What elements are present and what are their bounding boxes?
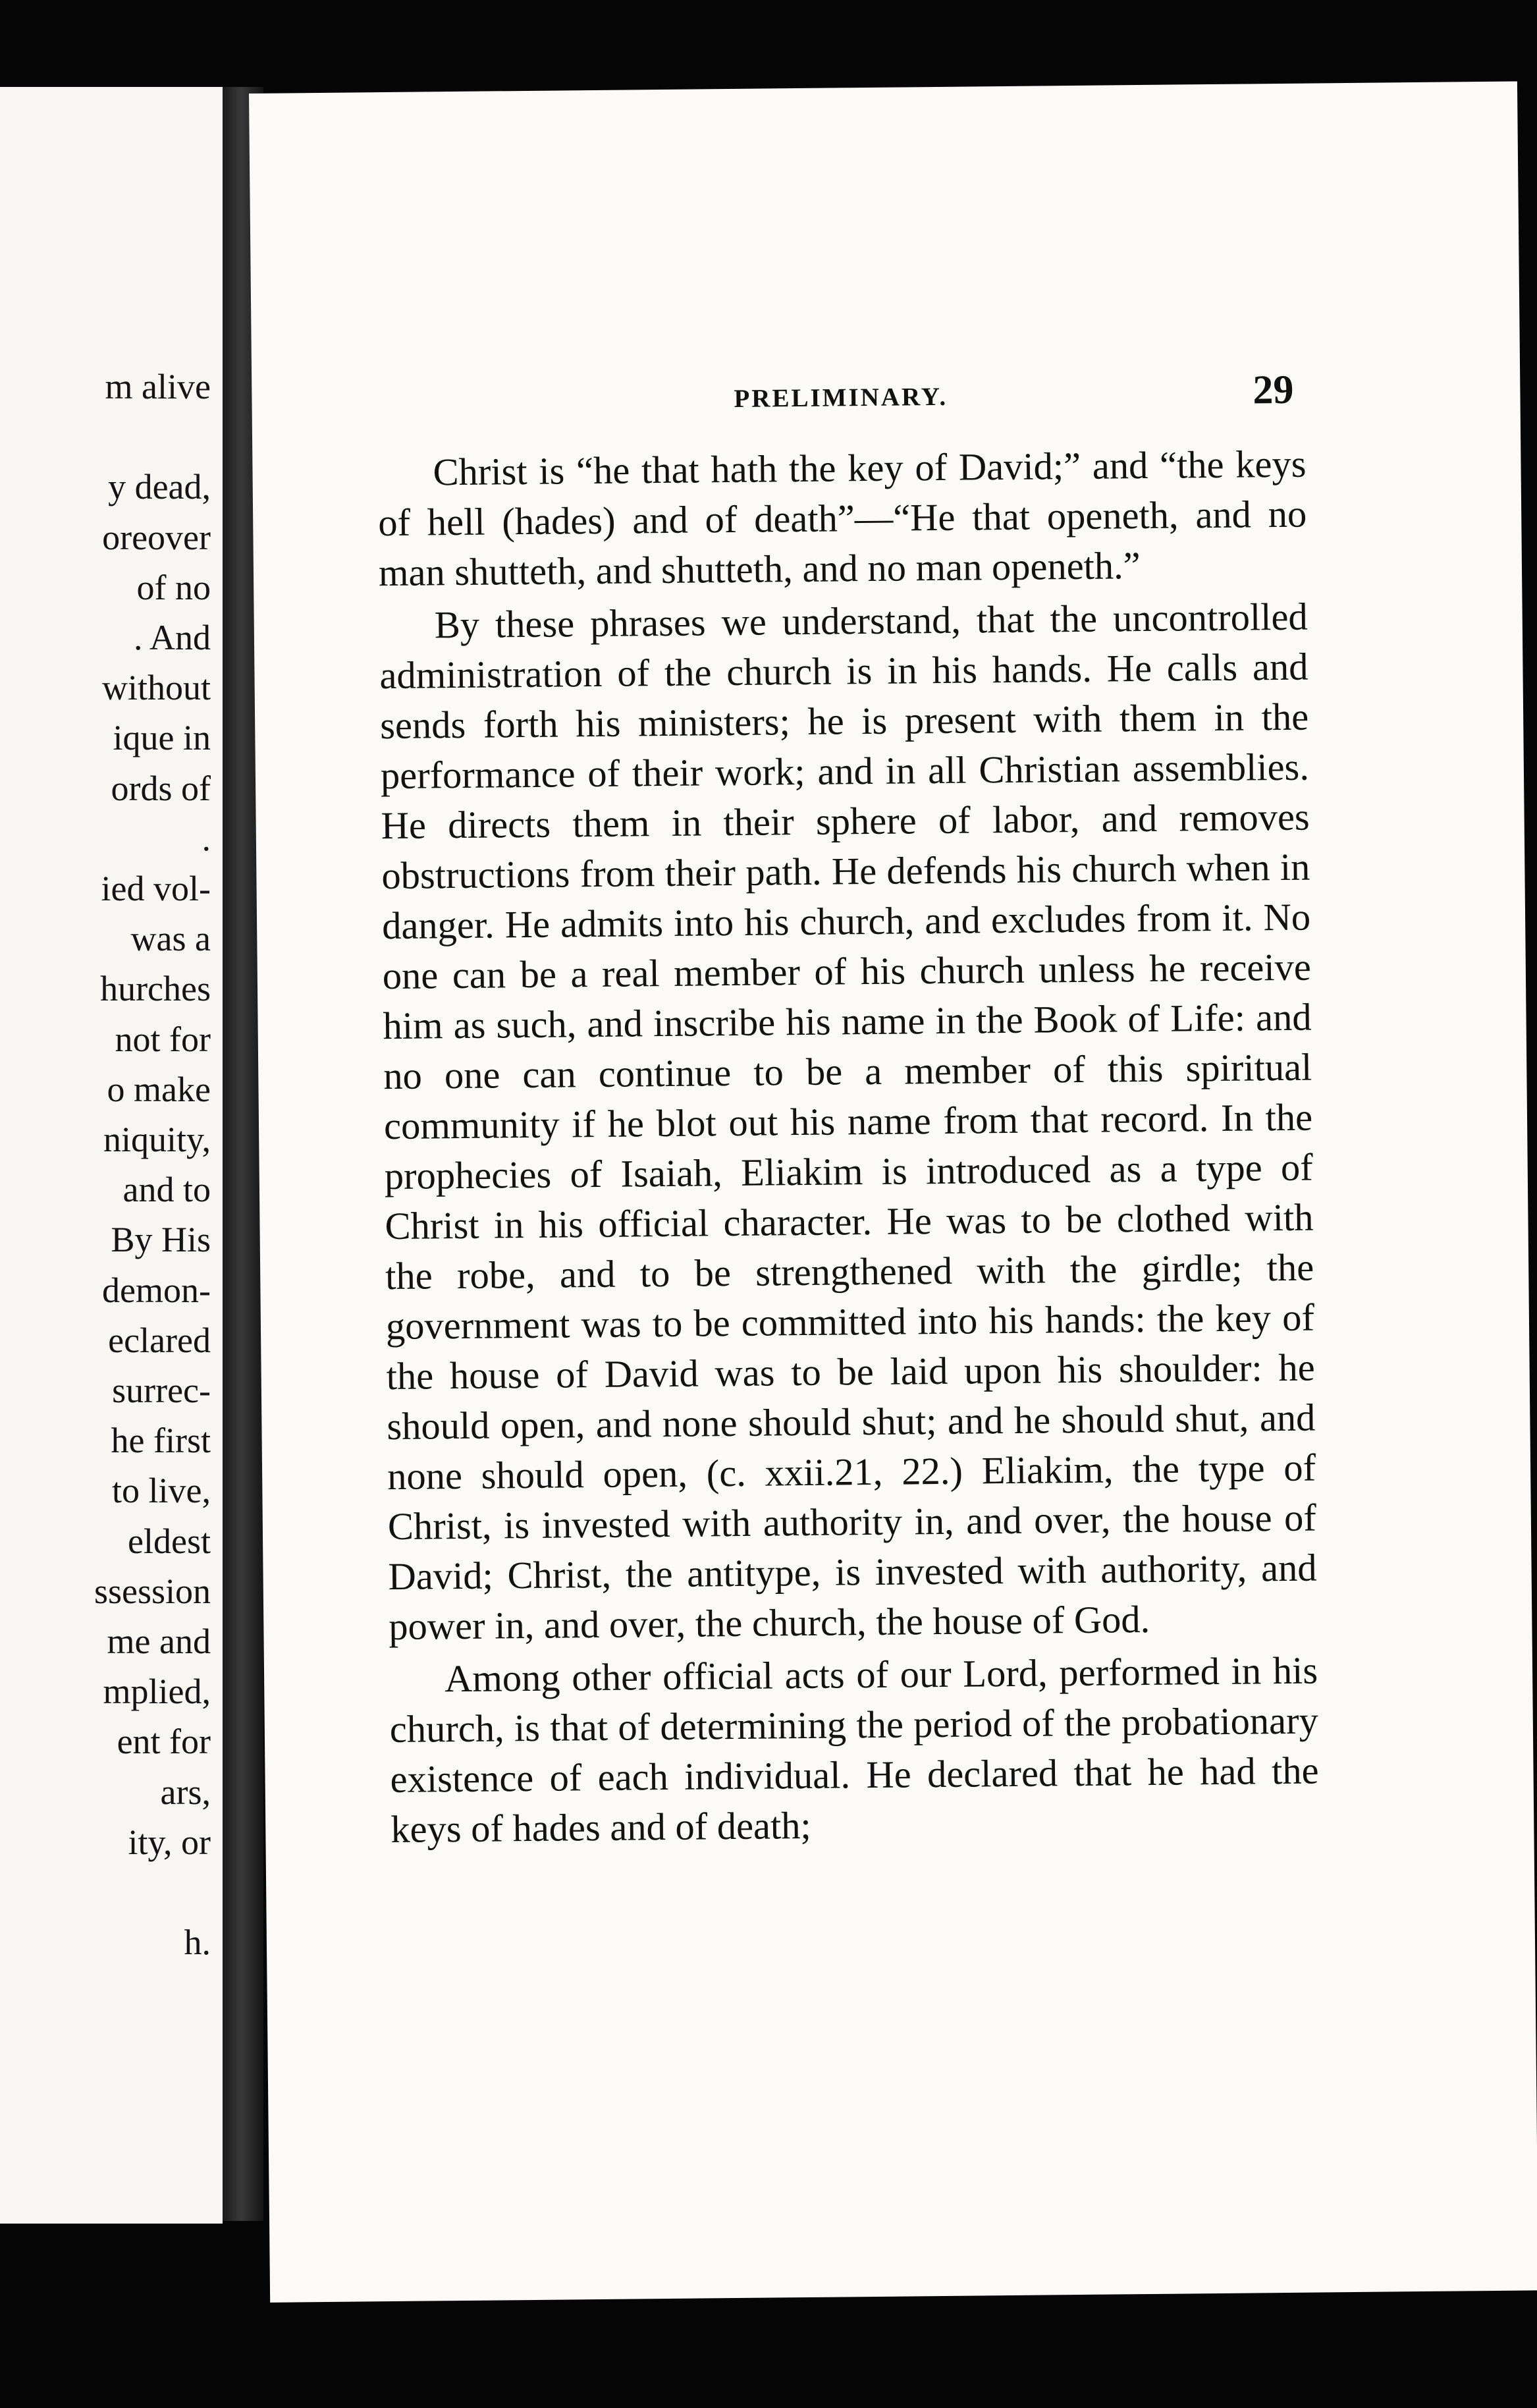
- left-page-line: m alive: [105, 367, 211, 406]
- paragraph-2: By these phrases we understand, that the uncontrolled administration of the church is in his hands. He calls and sends forth his ministers; he is present with them in the performance of their work; and in all Christian assemblies. He directs them in their sphere of labor, and removes obstructions from their path. He defends his church when in danger. He admits into his church, and excludes from it. No one can be a real member of his church unless he receive him as such, and inscribe his name in the Book of Life: and no one can continue to be a member of this spiritual community if he blot out his name from that record. In the prophecies of Isaiah, Eliakim is introduced as a type of Christ in his official character. He was to be clothed with the robe, and to be strengthened with the girdle; the government was to be committed into his hands: the key of the house of David was to be laid upon his shoulder: he should open, and none should shut; and he should shut, and none should open, (c. xxii.21, 22.) Eliakim, the type of Christ, is invested with authority in, and over, the house of David; Christ, the antitype, is invested with authority, and power in, and over, the church, the house of God.: [379, 595, 1317, 1649]
- left-page-line: . And: [133, 618, 211, 657]
- left-page-line: ars,: [160, 1772, 211, 1812]
- left-page-line: oreover: [102, 517, 211, 557]
- left-page-line: mplied,: [103, 1672, 211, 1712]
- right-page: [249, 82, 1537, 2303]
- left-page-line: ssession: [94, 1571, 211, 1611]
- left-page-line: not for: [115, 1019, 211, 1059]
- left-page-line: and to: [122, 1170, 211, 1210]
- left-page-line: niquity,: [103, 1120, 211, 1159]
- left-page-line: eclared: [108, 1320, 211, 1360]
- left-page: [0, 87, 223, 2224]
- left-page-line: surrec-: [112, 1371, 211, 1410]
- left-page-line: ent for: [117, 1722, 211, 1762]
- left-page-line: to live,: [112, 1471, 211, 1511]
- left-page-line: demon-: [102, 1270, 211, 1310]
- left-page-line: me and: [107, 1622, 211, 1661]
- left-page-line: ied vol-: [101, 869, 211, 908]
- left-page-line: ity, or: [128, 1822, 211, 1862]
- paragraph-3: Among other official acts of our Lord, performed in his church, is that of determining the period of the probationary existence of each individual. He declared that he had the keys of hades and of death;: [389, 1649, 1319, 1851]
- left-page-line: .: [202, 818, 211, 858]
- left-page-line: h.: [184, 1923, 211, 1963]
- page-number: 29: [1253, 367, 1294, 413]
- left-page-line: y dead,: [108, 467, 211, 507]
- left-page-line: ique in: [113, 718, 211, 758]
- body-text: [377, 439, 1319, 1855]
- paragraph-1: Christ is “he that hath the key of David;” and “the keys of hell (hades) and of death”—“He that openeth, and no man shutteth, and shutteth, and no man openeth.”: [377, 442, 1307, 595]
- left-page-line: of no: [136, 567, 211, 607]
- left-page-line: By His: [111, 1220, 211, 1260]
- left-page-line: he first: [111, 1421, 211, 1461]
- left-page-line: without: [101, 668, 211, 708]
- left-page-line: hurches: [100, 969, 211, 1009]
- running-head: PRELIMINARY.: [734, 382, 948, 413]
- left-page-line: eldest: [128, 1521, 211, 1561]
- left-page-line: was a: [130, 919, 211, 959]
- left-page-line: o make: [107, 1069, 211, 1109]
- left-page-line: ords of: [111, 768, 211, 808]
